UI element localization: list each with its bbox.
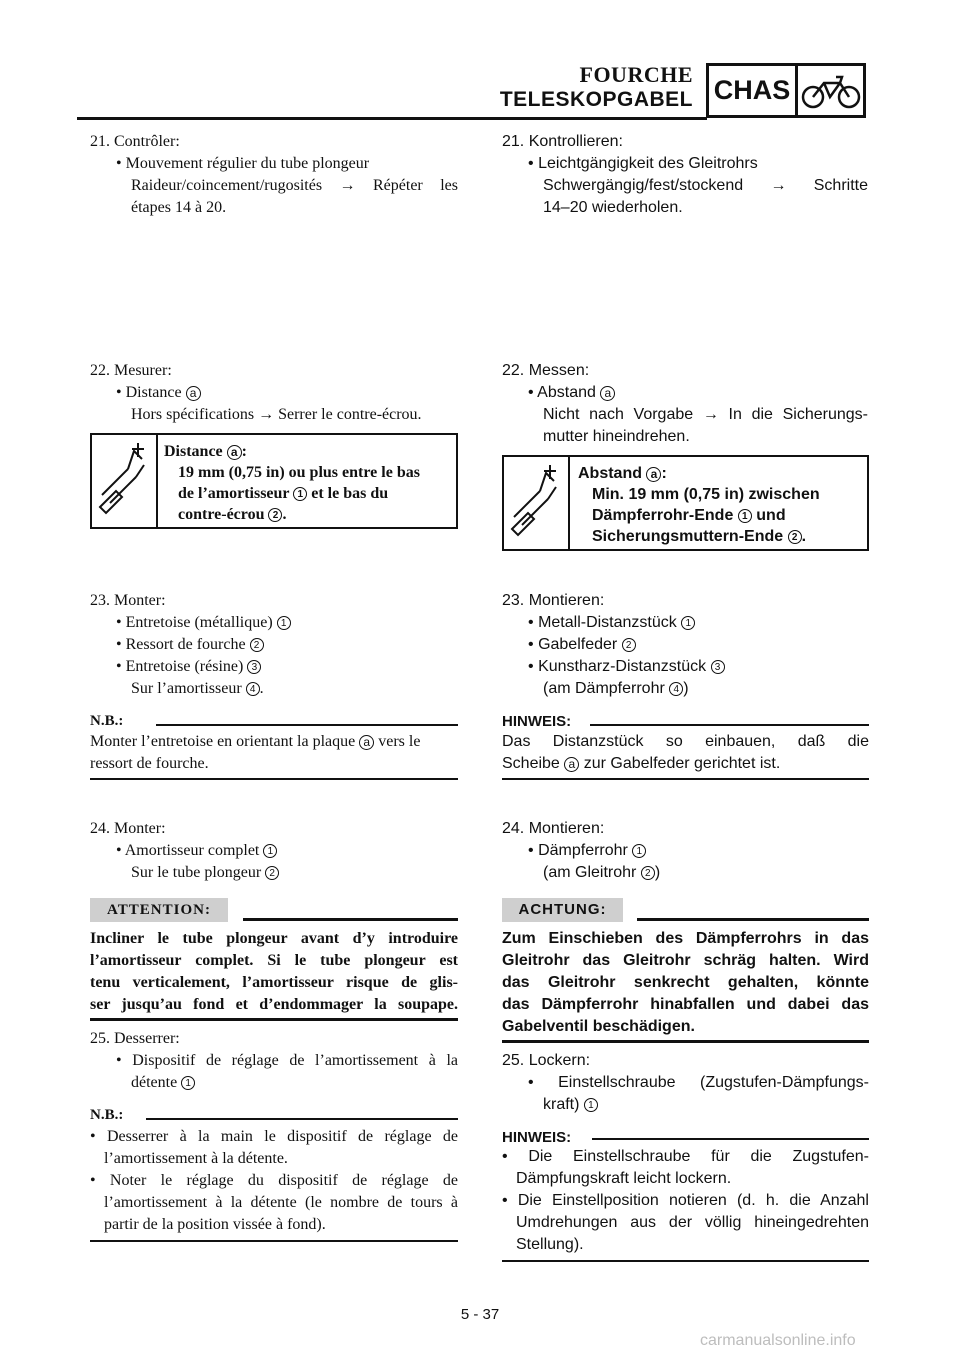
de-spec-line2: Dämpferrohr-Ende 1 und (592, 507, 786, 524)
de-note2-item1: • Die Einstellschraube für die Zugstufen- (502, 1148, 869, 1165)
fr-spec-line2: de l’amortisseur 1 et le bas du (178, 485, 389, 502)
fr-note2-rule (146, 1118, 458, 1120)
fr-attention-line1: Incliner le tube plongeur avant d’y introduire (90, 930, 458, 947)
fr-step-21-result: Raideur/coincement/rugosités → Répéter les (131, 177, 458, 194)
fr-step-24: 24. Monter: (90, 820, 166, 837)
fr-step-22: 22. Mesurer: (90, 362, 172, 379)
fr-note2-item2-cont: l’amortissement à la détente (le nombre de tours à (104, 1194, 458, 1211)
de-step-22-result: Nicht nach Vorgabe → In die Sicherungs- (543, 406, 868, 423)
de-attention-line2: Gleitrohr das Gleitrohr schräg halten. Wird (502, 952, 869, 969)
fr-note2-item2-cont2: partir de la position vissée à fond). (104, 1216, 326, 1233)
fr-step-24-location: Sur le tube plongeur 2 (131, 862, 279, 884)
de-step-22-result-cont: mutter hineindrehen. (543, 428, 690, 445)
de-step-25: 25. Lockern: (502, 1052, 591, 1069)
motorcycle-icon (798, 66, 863, 115)
de-spec-line1: Min. 19 mm (0,75 in) zwischen (592, 486, 820, 503)
chassis-label: CHAS (709, 66, 798, 115)
de-spec-line3: Sicherungsmuttern-Ende 2 . (592, 528, 807, 545)
de-step-21-result-cont: 14–20 wiederholen. (543, 199, 683, 216)
fr-step-22-item: • Distance a (116, 382, 201, 404)
spec-wrench-icon (92, 435, 158, 527)
de-step-23-item2: • Gabelfeder 2 (528, 634, 636, 656)
spec-wrench-icon (504, 457, 570, 549)
fr-attention-end-rule (90, 1018, 458, 1021)
fr-attention-line3: tenu verticalement, l’amortisseur risque de glis- (90, 974, 458, 991)
fr-step-23-item2: • Ressort de fourche 2 (116, 634, 264, 656)
de-spec-title: Abstand a : (578, 465, 667, 482)
de-note2-item2-cont: Umdrehungen aus der völlig hineingedrehten (516, 1214, 869, 1231)
de-note1-line2: Scheibe a zur Gabelfeder gerichtet ist. (502, 755, 781, 772)
de-attention-line1: Zum Einschieben des Dämpferrohrs in das (502, 930, 869, 947)
fr-step-25-item: • Dispositif de réglage de l’amortissement à la (116, 1052, 458, 1069)
fr-note2-item1-cont: l’amortissement à la détente. (104, 1150, 288, 1167)
fr-attention-label: ATTENTION: (90, 898, 228, 922)
de-note1-label: HINWEIS: (502, 713, 572, 730)
de-step-23: 23. Montieren: (502, 592, 605, 609)
fr-note1-line1: Monter l’entretoise en orientant la plaque a vers le (90, 733, 421, 750)
de-step-24-item: • Dämpferrohr 1 (528, 840, 646, 862)
fr-note2-item1: • Desserrer à la main le dispositif de réglage de (90, 1128, 459, 1145)
header-rule (77, 117, 707, 120)
fr-attention-rule (243, 918, 458, 921)
de-note2-item2: • Die Einstellposition notieren (d. h. die Anzahl (502, 1192, 869, 1209)
de-attention-end-rule (502, 1040, 869, 1043)
de-note2-end-rule (502, 1260, 869, 1262)
fr-step-25: 25. Desserrer: (90, 1030, 180, 1047)
de-step-25-item: • Einstellschraube (Zugstufen-Dämpfungs- (528, 1074, 869, 1091)
de-note1-line1: Das Distanzstück so einbauen, daß die (502, 733, 869, 750)
de-attention-label: ACHTUNG: (502, 898, 623, 922)
section-title-fr: FOURCHE (579, 62, 693, 87)
fr-attention-line2: l’amortisseur complet. Si le tube plongeur est (90, 952, 458, 969)
de-note1-rule (590, 724, 869, 726)
fr-step-21-result-cont: étapes 14 à 20. (131, 199, 227, 216)
de-note1-end-rule (502, 778, 869, 780)
de-step-23-item3: • Kunstharz-Distanzstück 3 (528, 656, 725, 678)
fr-note2-end-rule (90, 1240, 458, 1242)
de-step-21: 21. Kontrollieren: (502, 133, 623, 150)
fr-spec-line1: 19 mm (0,75 in) ou plus entre le bas (178, 464, 420, 481)
fr-step-23-location: Sur l’amortisseur 4 . (131, 680, 264, 697)
de-step-24: 24. Montieren: (502, 820, 605, 837)
de-note2-rule (592, 1138, 869, 1140)
fr-spec-title: Distance a : (164, 443, 247, 460)
fr-step-22-result: Hors spécifications → Serrer le contre-écrou. (131, 406, 422, 423)
page-number: 5 - 37 (460, 1306, 500, 1323)
de-step-23-item1: • Metall-Distanzstück 1 (528, 612, 695, 634)
fr-step-25-item-cont: détente 1 (131, 1072, 195, 1094)
fr-step-23-item1: • Entretoise (métallique) 1 (116, 612, 291, 634)
fr-note1-rule (156, 724, 458, 726)
de-attention-rule (637, 918, 869, 921)
de-note2-item1-cont: Dämpfungskraft leicht lockern. (516, 1170, 732, 1187)
fr-note1-end-rule (90, 778, 458, 780)
fr-note1-label: N.B.: (90, 713, 124, 729)
fr-spec-line3: contre-écrou 2 . (178, 506, 287, 523)
de-attention-line4: das Dämpferrohr hinabfallen und dabei das (502, 996, 869, 1013)
fr-note1-line2: ressort de fourche. (90, 755, 209, 772)
de-step-21-item: • Leichtgängigkeit des Gleitrohrs (528, 155, 758, 172)
de-step-22: 22. Messen: (502, 362, 590, 379)
fr-step-21: 21. Contrôler: (90, 133, 180, 150)
de-attention-line3: das Gleitrohr senkrecht gehalten, könnte (502, 974, 869, 991)
chassis-badge (706, 63, 866, 118)
fr-step-23-item3: • Entretoise (résine) 3 (116, 656, 261, 678)
de-step-22-item: • Abstand a (528, 382, 615, 404)
de-step-24-location: (am Gleitrohr 2 ) (543, 864, 661, 881)
section-title-de: TELESKOPGABEL (499, 88, 693, 111)
de-step-21-result: Schwergängig/fest/stockend → Schritte (543, 177, 868, 194)
watermark: carmanualsonline.info (700, 1332, 856, 1349)
fr-attention-line4: ser jusqu’au fond et d’endommager la soupape. (90, 996, 458, 1013)
fr-step-24-item: • Amortisseur complet 1 (116, 840, 277, 862)
fr-step-23: 23. Monter: (90, 592, 166, 609)
de-step-25-item-cont: kraft) 1 (543, 1094, 598, 1116)
de-note2-item2-cont2: Stellung). (516, 1236, 584, 1253)
fr-note2-item2: • Noter le réglage du dispositif de réglage de (90, 1172, 458, 1189)
fr-step-21-item: • Mouvement régulier du tube plongeur (116, 155, 370, 172)
de-note2-label: HINWEIS: (502, 1129, 572, 1146)
de-attention-line5: Gabelventil beschädigen. (502, 1018, 695, 1035)
de-step-23-location: (am Dämpferrohr 4 ) (543, 680, 689, 697)
fr-note2-label: N.B.: (90, 1107, 124, 1123)
